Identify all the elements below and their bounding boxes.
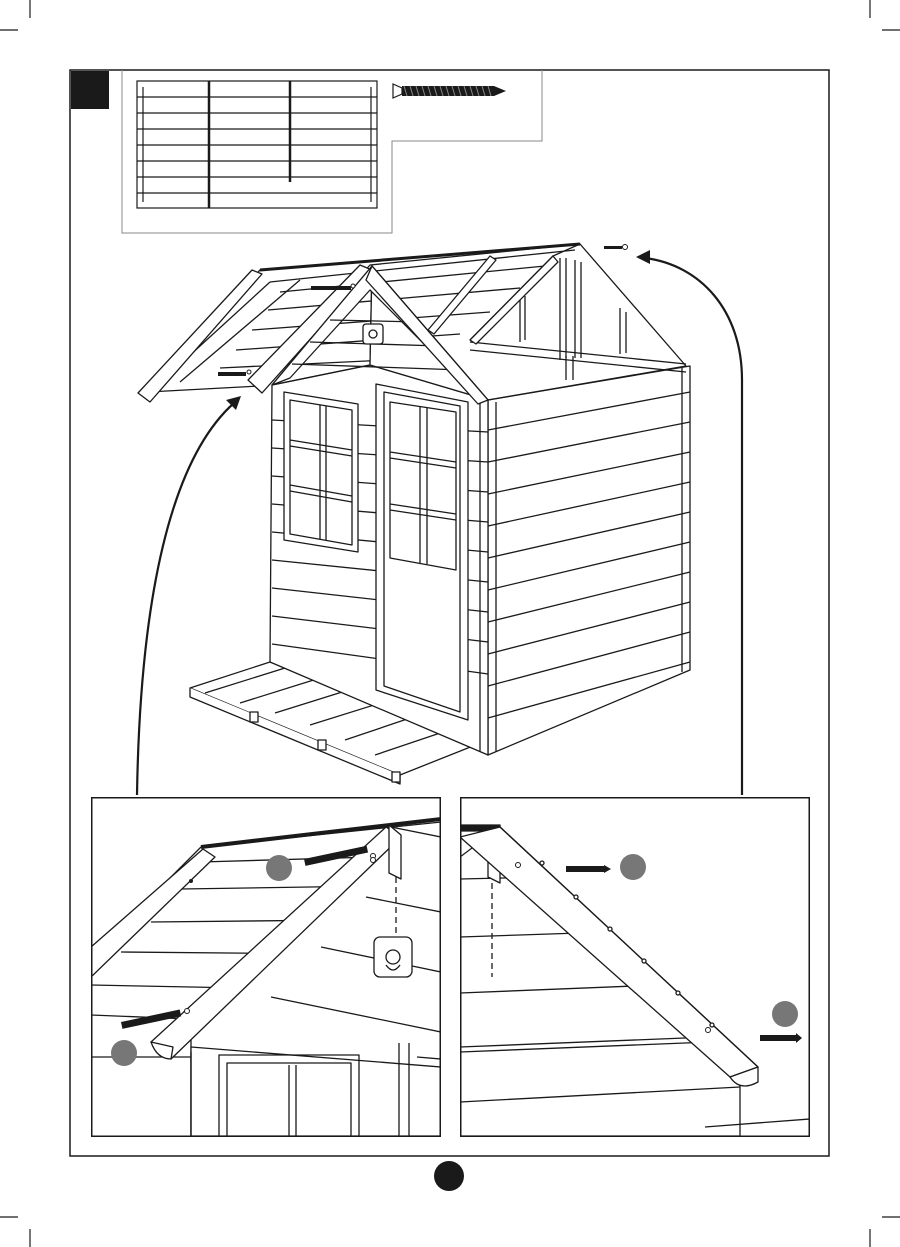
detail-left	[91, 797, 441, 1137]
callout-marker	[111, 1040, 137, 1066]
callout-marker	[620, 854, 646, 880]
page-number-badge	[434, 1161, 464, 1191]
callout-marker	[772, 1001, 798, 1027]
callout-marker	[266, 855, 292, 881]
detail-right	[460, 797, 810, 1137]
